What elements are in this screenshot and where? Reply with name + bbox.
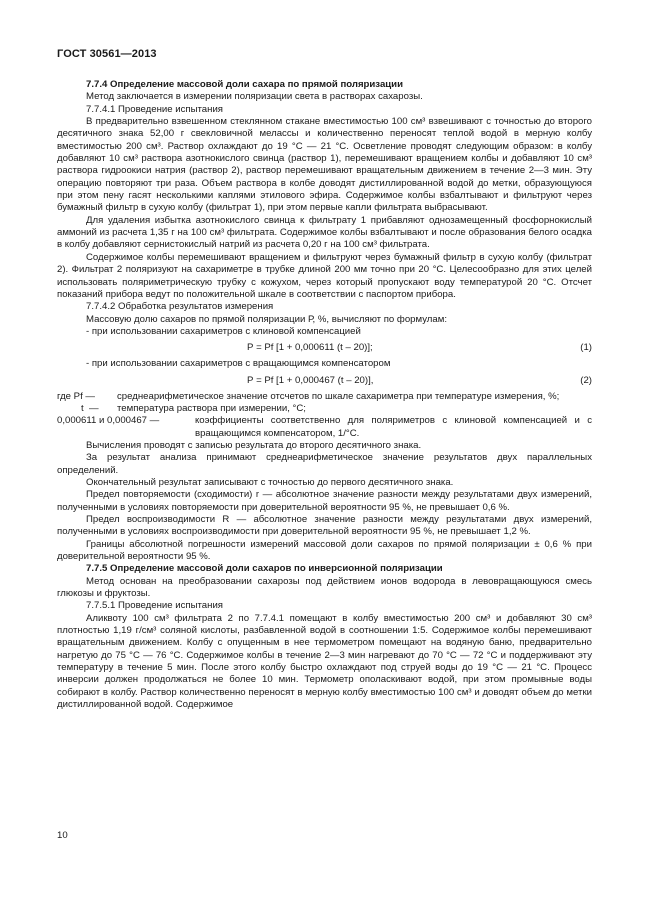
paragraph: Метод заключается в измерении поляризации света в растворах сахарозы. (86, 91, 423, 103)
paragraph: Массовую долю сахаров по прямой поляризации Р, %, вычисляют по формулам: (86, 313, 447, 325)
page-body (57, 79, 592, 712)
paragraph: В предварительно взвешенном стеклянном стакане вместимостью 100 см³ взвешивают с точностью до второго десятичного знака 52,00 г свекловичной мелассы и количественно переносят теплой водой в мерную колбу вместимостью 200 см³. Раствор охлаждают до 19 °С — 21 °С. Осветление проводят следующим образом: в колбу добавляют 10 см³ раствора азотнокислого свинца (раствор 1), перемешивают вращением колбы и добавляют 10 см³ раствора гидроокиси натрия (раствор 2), раствор перемешивают вращательным движением в течение 2—3 мин. Эту операцию повторяют три раза. Объем раствора в колбе доводят дистиллированной водой до метки, образующуюся при этом пену гасят несколькими каплями этилового эфира. Содержимое колбы взбалтывают и фильтруют через бумажный фильтр в сухую колбу (фильтрат 1), при этом первые капли фильтрата выбрасывают. (57, 116, 592, 214)
definition-desc: среднеарифметическое значение отсчетов по шкале сахариметра при температуре измерения, %; (117, 390, 560, 402)
paragraph: Метод основан на преобразовании сахарозы под действием ионов водорода в левовращающуюся смесь глюкозы и фруктозы. (57, 575, 592, 600)
definition-term: 0,000611 и 0,000467 — (57, 415, 160, 427)
formula-2 (57, 371, 592, 391)
paragraph: Предел повторяемости (сходимости) r — абсолютное значение разности между результатами двух измерений, полученными в условиях повторяемости при доверительной вероятности 95 %, не превышает 0,6 %. (57, 489, 592, 513)
definition-term: где Рf — (57, 390, 95, 402)
formula-text: Р = Рf [1 + 0,000467 (t – 20)], (247, 374, 374, 386)
paragraph: Содержимое колбы перемешивают вращением и фильтруют через бумажный фильтр в сухую колбу (фильтрат 2). Фильтрат 2 поляризуют на сахариметре в трубке длиной 200 мм точно при 20 °С. Целесообразно для этих целей использовать поляриметрическую трубку с кожухом, через который пропускают воду температурой 20 °С. Отсчет показаний прибора ведут по положительной шкале в соответствии с паспортом прибора. (57, 251, 592, 300)
section-heading-7-7-4: 7.7.4 Определение массовой доли сахара по прямой поляризации (86, 79, 403, 90)
definition-row (57, 415, 592, 440)
paragraph: За результат анализа принимают среднеарифметическое значение результатов двух параллельных определений. (57, 452, 592, 476)
paragraph: Границы абсолютной погрешности измерений массовой доли сахаров по прямой поляризации ± 0,6 % при доверительной вероятности 95 %. (57, 538, 592, 563)
paragraph: Окончательный результат записывают с точностью до первого десятичного знака. (86, 476, 454, 488)
paragraph: Вычисления проводят с записью результата до второго десятичного знака. (86, 439, 422, 451)
standard-header: ГОСТ 30561—2013 (57, 48, 157, 60)
definition-term: t — (57, 402, 99, 414)
paragraph: Предел воспроизводимости R — абсолютное значение разности между результатами двух измерений, полученными в условиях воспроизводимости при доверительной вероятности 95 %, не превышает 1,2 %. (57, 514, 592, 538)
definition-row (57, 391, 592, 403)
section-heading-7-7-5: 7.7.5 Определение массовой доли сахаров по инверсионной поляризации (86, 563, 443, 575)
paragraph: - при использовании сахариметров с клиновой компенсацией (86, 325, 361, 337)
definition-row (57, 403, 592, 415)
paragraph: - при использовании сахариметров с вращающимся компенсатором (86, 358, 391, 370)
definition-desc: температура раствора при измерении, °С; (117, 402, 306, 414)
formula-number: (1) (580, 342, 592, 354)
definition-desc: коэффициенты соответственно для поляриметров с клиновой компенсацией и с вращающимся компенсатором, 1/°С. (195, 415, 592, 439)
paragraph: Для удаления избытка азотнокислого свинца к фильтрату 1 прибавляют однозамещенный фосфорнокислый аммоний из расчета 1,35 г на 100 см³ фильтрата. Содержимое колбы взбалтывают и после образования белого осадка в колбу добавляют сернистокислый натрий из расчета 0,20 г на 100 см³ фильтрата. (57, 214, 592, 251)
paragraph: Аликвоту 100 см³ фильтрата 2 по 7.7.4.1 помещают в колбу вместимостью 200 см³ и добавляют 30 см³ плотностью 1,19 г/см³ соляной кислоты, разбавленной водой в соотношении 1:5. Содержимое колбы перемешивают вращательным движением. Колбу с опущенным в нее термометром помещают на водяную баню, предварительно нагретую до 75 °С — 76 °С. Содержимое колбы в течение 2—3 мин нагревают до 70 °С — 72 °С и поддерживают эту температуру в течение 5 мин. После этого колбу быстро охлаждают под струей воды до 19 °С — 21 °С. Процесс инверсии должен продолжаться не более 10 мин. Термометр ополаскивают водой, при этом промывные воды собирают в колбу. Раствор количественно переносят в мерную колбу вместимостью 100 см³ и доводят объем до метки дистиллированной водой. Содержимое (57, 612, 592, 711)
formula-1 (57, 338, 592, 358)
page-number: 10 (57, 830, 68, 841)
subsection-heading: 7.7.4.1 Проведение испытания (86, 103, 223, 115)
formula-number: (2) (580, 374, 592, 386)
variable-definitions (57, 391, 592, 440)
subsection-heading: 7.7.4.2 Обработка результатов измерения (86, 301, 274, 313)
subsection-heading: 7.7.5.1 Проведение испытания (86, 600, 223, 612)
formula-text: Р = Рf [1 + 0,000611 (t – 20)]; (247, 342, 373, 354)
